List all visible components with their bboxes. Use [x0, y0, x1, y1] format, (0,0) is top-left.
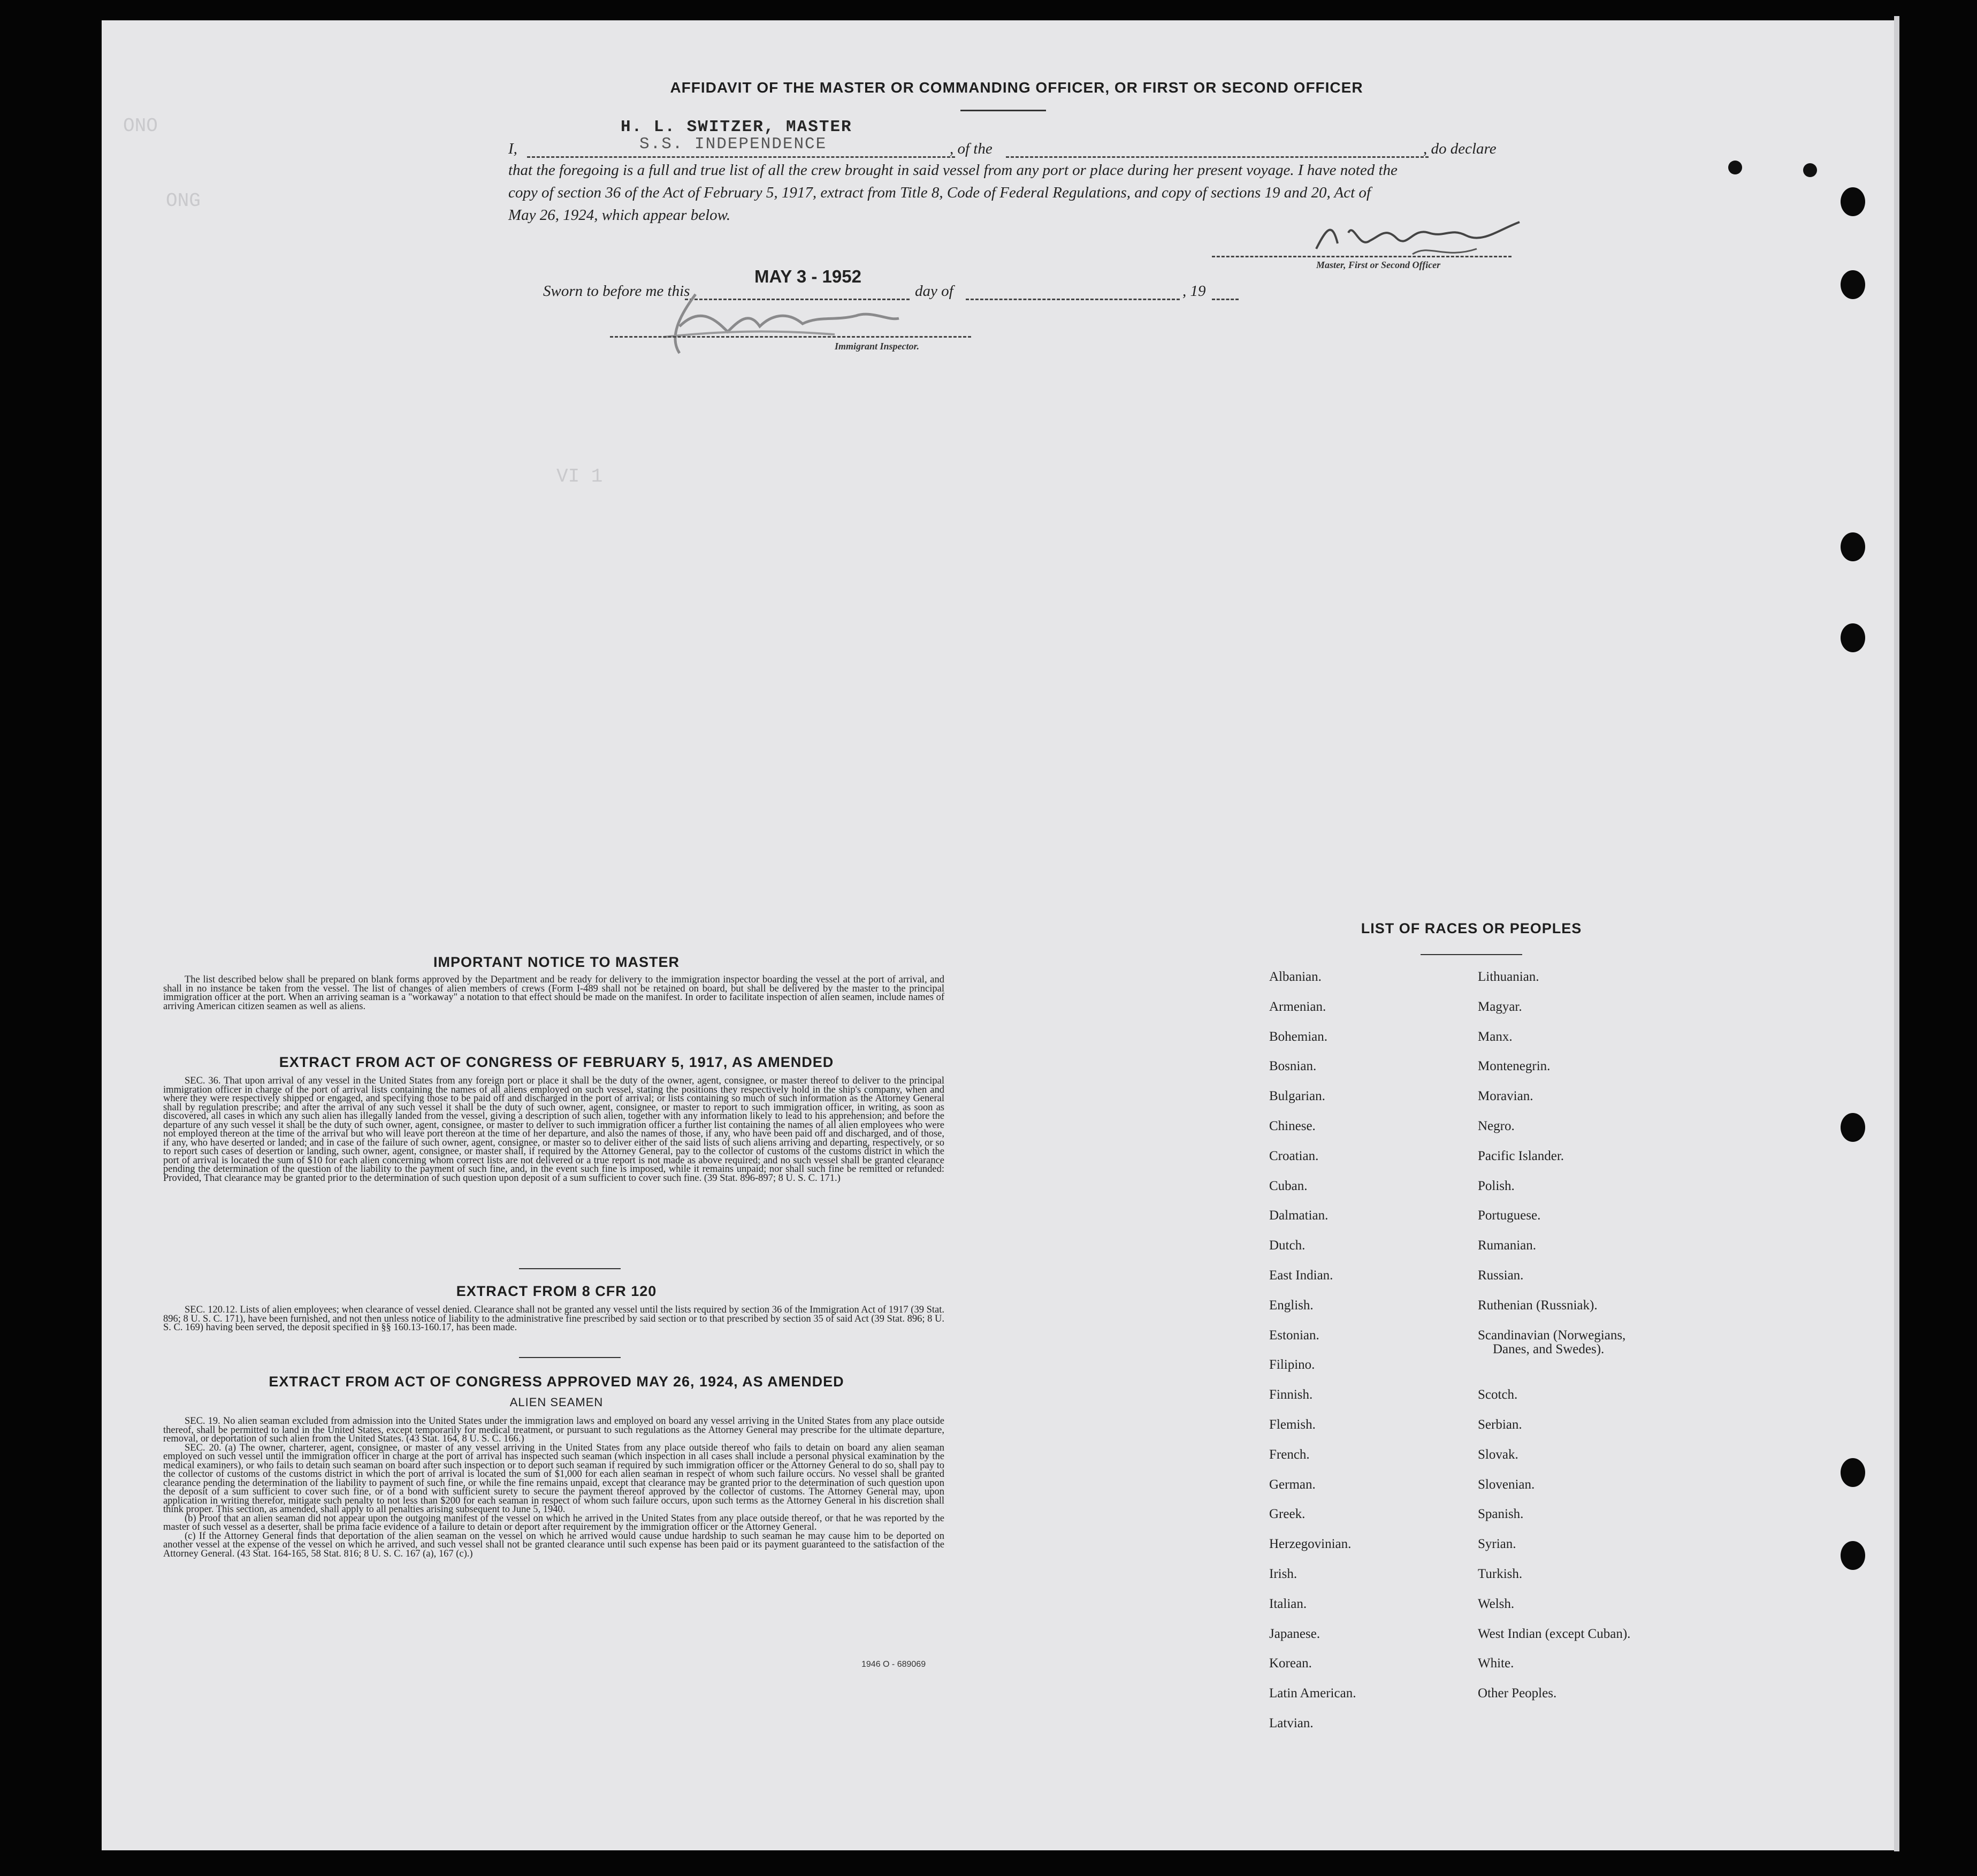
name-line — [527, 156, 955, 158]
i-label: I, — [508, 140, 517, 157]
sworn-year-line — [1212, 299, 1239, 300]
inspector-signature — [631, 273, 910, 369]
year-label: , 19 — [1182, 283, 1206, 300]
race-item: West Indian (except Cuban). — [1478, 1626, 1631, 1641]
race-item: Cuban. — [1269, 1178, 1308, 1193]
date-stamp: MAY 3 - 1952 — [754, 266, 861, 286]
punch-mark — [1728, 161, 1742, 174]
binder-hole — [1841, 623, 1865, 652]
race-item: Croatian. — [1269, 1148, 1319, 1163]
bleed-through-text: ONO — [123, 115, 158, 137]
race-item: Finnish. — [1269, 1387, 1313, 1402]
race-item: Turkish. — [1478, 1567, 1523, 1581]
race-item: Armenian. — [1269, 999, 1326, 1014]
race-item: French. — [1269, 1447, 1310, 1462]
race-item: Other Peoples. — [1478, 1686, 1557, 1701]
race-item: Portuguese. — [1478, 1208, 1541, 1223]
inspector-caption: Immigrant Inspector. — [835, 341, 920, 352]
extract-cfr-title: EXTRACT FROM 8 CFR 120 — [456, 1283, 657, 1299]
race-item: Lithuanian. — [1478, 970, 1539, 984]
race-item: Latvian. — [1269, 1716, 1314, 1730]
sec20b-paragraph: (b) Proof that an alien seaman did not appear upon the outgoing manifest of the vessel on which he arrived in the United States from any place outside thereof, or that he was reported by the master of such vessel as a deserter, shall be prima facie evidence of a failure to detain or deport after requirement by the immigration officer or the Attorney General. — [163, 1513, 944, 1532]
sec120-paragraph: SEC. 120.12. Lists of alien employees; when clearance of vessel denied. Clearance shall not be granted any vessel until the lists required by section 36 of the Immigration Act of 1917 (39 Stat. 896; 8 U. S. C. 171), have been furnished, and not then unless notice of liability to the administrative fine prescribed by said section or to that prescribed by section 35 of said Act (39 Stat. 896; 8 U. S. C. 169) having been served, the deposit specified in §§ 160.13-160.17, has been made. — [163, 1305, 944, 1333]
race-item: Korean. — [1269, 1656, 1312, 1671]
binder-hole — [1841, 1541, 1865, 1570]
vessel-line — [1006, 156, 1429, 158]
race-item: White. — [1478, 1656, 1514, 1671]
race-item: German. — [1269, 1477, 1316, 1492]
race-item: Flemish. — [1269, 1417, 1316, 1432]
race-item: Latin American. — [1269, 1686, 1356, 1701]
notice-text — [163, 975, 944, 1011]
sec20a-paragraph: SEC. 20. (a) The owner, charterer, agent, consignee, or master of any vessel arriving in the United States from any place outside thereof who fails to detain on board any alien seaman employed on such vessel until the immigration officer in charge at the port of arrival has inspected such seaman (which inspection in all cases shall include a personal physical examination by the medical examiners), or who fails to detain such seaman on board after such inspection or to deport such seaman if required by such immigration officer or the Attorney General to do so, shall pay to the collector of customs of the customs district in which the port of arrival is located the sum of $1,000 for each alien seaman in respect of whom such failure occurs. No vessel shall be granted clearance pending the determination of the liability to payment of such fine, or while the fine remains unpaid, except that clearance may be granted prior to the determination of such question upon the deposit of a sum sufficient to cover such fine, or of a bond with sufficient surety to secure the payment thereof approved by the collector of customs. The Attorney General may, upon application in writing therefor, mitigate such penalty to not less than $200 for each seaman in respect of whom such failure occurs, upon such terms as the Attorney General in his discretion shall think proper. This section, as amended, shall apply to all penalties arising subsequent to June 5, 1940. — [163, 1442, 944, 1515]
race-item: Herzegovinian. — [1269, 1537, 1352, 1552]
bleed-through-text: ONG — [166, 190, 201, 212]
race-item: Serbian. — [1478, 1417, 1522, 1432]
race-item: Russian. — [1478, 1268, 1524, 1283]
affidavit-body-line2: copy of section 36 of the Act of February 5, 1917, extract from Title 8, Code of Federal Regulations, and copy of sections 19 and 20, Act of — [508, 184, 1371, 201]
sworn-label: Sworn to before me this — [543, 283, 690, 300]
races-underline — [1421, 954, 1522, 955]
notice-paragraph: The list described below shall be prepared on blank forms approved by the Department and be ready for delivery to the immigration inspector boarding the vessel at the port of arrival, and shall in no instance be taken from the vessel. The list of changes of alien members of crews (Form I-489 shall not be retained on board, but shall be delivered by the master to the principal immigration officer at the port. When an arriving seaman is a "workaway" a notation to that effect should be made on the manifest. In order to facilitate inspection of alien seamen, include names of arriving American citizen seamen as well as aliens. — [163, 974, 944, 1012]
race-item: Irish. — [1269, 1567, 1297, 1581]
race-item: English. — [1269, 1298, 1314, 1313]
races-title: LIST OF RACES OR PEOPLES — [1361, 920, 1582, 936]
race-item: Bulgarian. — [1269, 1089, 1325, 1104]
master-name: H. L. SWITZER, MASTER — [621, 118, 852, 136]
affidavit-body-line3: May 26, 1924, which appear below. — [508, 207, 731, 224]
section-divider — [519, 1268, 621, 1269]
binder-hole — [1841, 270, 1865, 299]
race-item: Danes, and Swedes). — [1493, 1341, 1605, 1356]
sec20c-paragraph: (c) If the Attorney General finds that deportation of the alien seaman on the vessel on which he arrived would cause undue hardship to such seaman he may cause him to be deported on another vessel at the expense of the vessel on which he arrived, and such vessel shall not be granted clearance until such expense has been paid or its payment guaranteed to the satisfaction of the Attorney General. (43 Stat. 164-165, 58 Stat. 816; 8 U. S. C. 167 (a), 167 (c).) — [163, 1530, 944, 1559]
race-item: Spanish. — [1478, 1507, 1524, 1522]
sec19-paragraph: SEC. 19. No alien seaman excluded from admission into the United States under the immigration laws and employed on board any vessel arriving in the United States from any place outside thereof, shall be permitted to land in the United States, except temporarily for medical treatment, or pursuant to such regulations as the Attorney General may prescribe for the ultimate departure, removal, or deportation of such alien from the United States. (43 Stat. 164, 8 U. S. C. 166.) — [163, 1416, 944, 1444]
affidavit-body-line1: that the foregoing is a full and true list of all the crew brought in said vessel from any port or place during her present voyage. I have noted the — [508, 162, 1398, 179]
race-item: Greek. — [1269, 1507, 1306, 1522]
binder-hole — [1841, 1113, 1865, 1142]
signature-line — [1212, 256, 1512, 257]
race-item: Pacific Islander. — [1478, 1148, 1564, 1163]
punch-mark — [1803, 163, 1817, 177]
extract-1917-text — [163, 1077, 944, 1183]
race-item: Bosnian. — [1269, 1059, 1317, 1074]
race-item: Polish. — [1478, 1178, 1515, 1193]
race-item: Bohemian. — [1269, 1029, 1328, 1044]
race-item: Syrian. — [1478, 1537, 1516, 1552]
affidavit-title: AFFIDAVIT OF THE MASTER OR COMMANDING OFFICER, OR FIRST OR SECOND OFFICER — [670, 79, 1363, 96]
section-divider — [519, 1357, 621, 1358]
race-item: Moravian. — [1478, 1089, 1533, 1104]
print-code: 1946 O - 689069 — [861, 1660, 926, 1669]
of-the-label: , of the — [950, 140, 993, 157]
extract-1924-text — [163, 1417, 944, 1558]
officer-caption: Master, First or Second Officer — [1316, 260, 1441, 270]
title-underline — [960, 110, 1046, 111]
notice-title: IMPORTANT NOTICE TO MASTER — [433, 954, 680, 970]
inspector-line — [610, 336, 971, 338]
binder-hole — [1841, 187, 1865, 216]
declare-label: , do declare — [1423, 140, 1497, 157]
binder-hole — [1841, 532, 1865, 561]
race-item: Estonian. — [1269, 1328, 1319, 1343]
binder-hole — [1841, 1458, 1865, 1487]
race-item: Rumanian. — [1478, 1238, 1537, 1253]
race-item: Dalmatian. — [1269, 1208, 1329, 1223]
race-item: Dutch. — [1269, 1238, 1306, 1253]
race-item: Scandinavian (Norwegians, — [1478, 1328, 1626, 1343]
race-item: Filipino. — [1269, 1358, 1315, 1372]
race-item: Italian. — [1269, 1596, 1307, 1611]
sworn-month-line — [966, 299, 1180, 300]
bleed-through-text: VI 1 — [556, 466, 603, 487]
race-item: Montenegrin. — [1478, 1059, 1551, 1074]
extract-1917-title: EXTRACT FROM ACT OF CONGRESS OF FEBRUARY 5, 1917, AS AMENDED — [279, 1054, 834, 1070]
extract-1924-title: EXTRACT FROM ACT OF CONGRESS APPROVED MAY 26, 1924, AS AMENDED — [269, 1374, 844, 1390]
page-edge — [1894, 16, 1899, 1851]
day-of-label: day of — [915, 283, 953, 300]
race-item: Slovenian. — [1478, 1477, 1535, 1492]
vessel-name: S.S. INDEPENDENCE — [639, 135, 827, 154]
race-item: Albanian. — [1269, 970, 1322, 984]
race-item: Slovak. — [1478, 1447, 1518, 1462]
race-item: Chinese. — [1269, 1119, 1316, 1133]
race-item: Scotch. — [1478, 1387, 1518, 1402]
race-item: Magyar. — [1478, 999, 1522, 1014]
sec36-paragraph: SEC. 36. That upon arrival of any vessel in the United States from any foreign port or place it shall be the duty of the owner, agent, consignee, or master thereof to deliver to the principal immigration officer in charge of the port of arrival lists containing the names of all aliens employed on such vessel, stating the positions they respectively hold in the ship's company, when and where they were respectively shipped or engaged, and specifying those to be paid off and discharged in the port of arrival; or lists containing so much of such information as the Attorney General shall by regulation prescribe; and after the arrival of any such vessel it shall be the duty of such owner, agent, consignee, or master to report to such immigration officer, in writing, as soon as discovered, all cases in which any such alien has illegally landed from the vessel, giving a description of such alien, together with any information likely to lead to his apprehension; and before the departure of any such vessel it shall be the duty of such owner, agent, consignee, or master to deliver to such immigration officer a further list containing the names of all alien employees who were not employed thereon at the time of the arrival but who will leave port thereon at the time of her departure, and also the names of those, if any, who have been paid off and discharged, and of those, if any, who have deserted or landed; and in case of the failure of such owner, agent, consignee, or master so to deliver either of the said lists of such aliens arriving and departing, respectively, or so to report such cases of desertion or landing, such owner, agent, consignee, or master shall, if required by the Attorney General, pay to the collector of customs of the customs district in which the port of arrival is located the sum of $10 for each alien concerning whom correct lists are not delivered or a true report is not made as above required; and no such vessel shall be granted clearance pending the determination of the question of the liability to the payment of such fine, and, in the event such fine is imposed, while it remains unpaid; nor shall such fine be remitted or refunded: Provided, That clearance may be granted prior to the determination of such question upon deposit of a sum sufficient to cover such fine. (39 Stat. 896-897; 8 U. S. C. 171.) — [163, 1076, 944, 1184]
race-item: Manx. — [1478, 1029, 1513, 1044]
race-item: Ruthenian (Russniak). — [1478, 1298, 1598, 1313]
race-item: East Indian. — [1269, 1268, 1333, 1283]
extract-1924-subtitle: ALIEN SEAMEN — [509, 1395, 604, 1409]
race-item: Welsh. — [1478, 1596, 1515, 1611]
race-item: Negro. — [1478, 1119, 1515, 1133]
race-item: Japanese. — [1269, 1626, 1320, 1641]
extract-cfr-text — [163, 1306, 944, 1332]
